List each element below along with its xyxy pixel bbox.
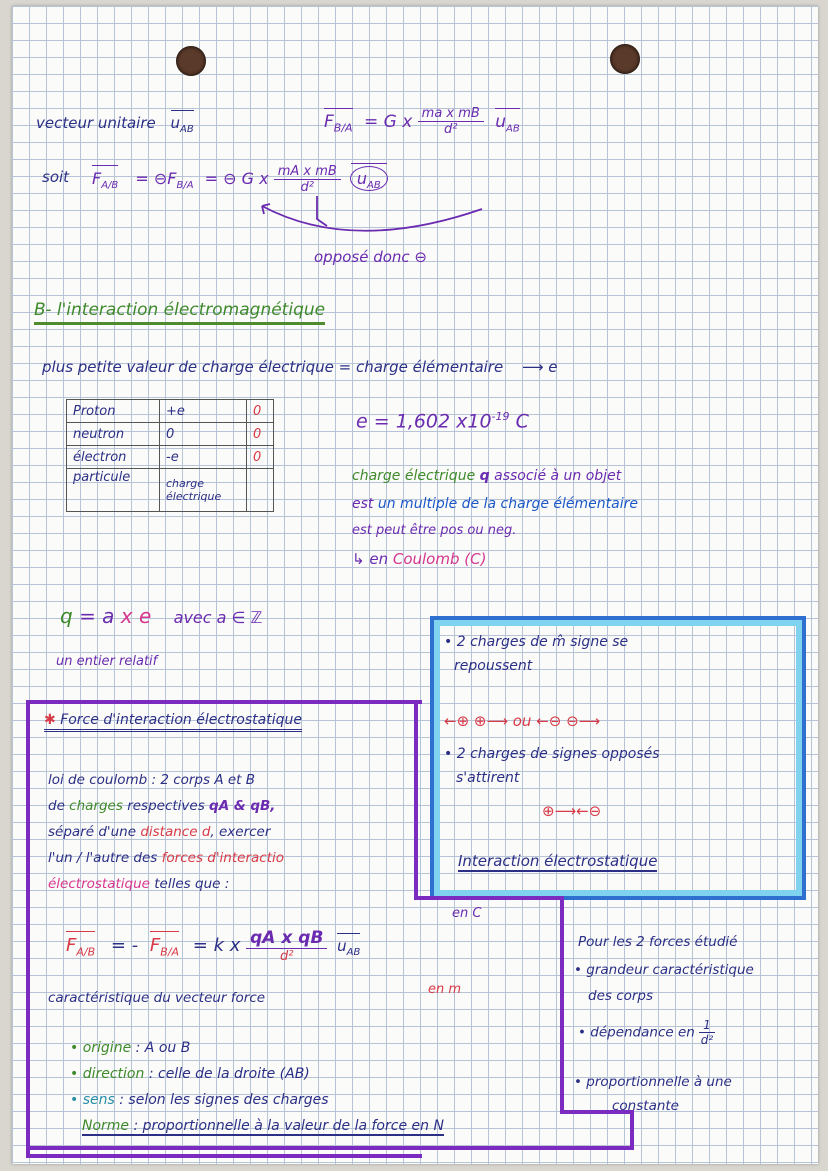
punch-hole-right	[610, 44, 640, 74]
soit-formula: $F_{A/B}$ = $⊖F_{B/A}$ = ⊖ G x $\frac{\text{mA x mB}}{\text{d²}}$ $u_{AB}$	[92, 164, 388, 195]
charge-elementaire-line: plus petite valeur de charge électrique = charge élémentaire ⟶ e	[42, 358, 558, 376]
mass-fraction-2: $\frac{\text{mA x mB}}{\text{d²}}$	[274, 164, 341, 195]
u-ab-coulomb: $u_{AB}$	[337, 937, 361, 958]
section-b-title: B- l'interaction électromagnétique	[34, 300, 325, 325]
unit-en-c: en C	[452, 906, 482, 921]
coulomb-line-1: loi de coulomb : 2 corps A et B	[48, 772, 256, 788]
coulomb-line-2: de charges respectives qA & qB,	[48, 798, 276, 814]
norme-line: Norme : proportionnelle à la valeur de la force en N	[82, 1118, 444, 1134]
right-note-5: • proportionnelle à une	[574, 1074, 732, 1090]
blue-line-4: • 2 charges de signes opposés	[444, 746, 660, 762]
box-edge	[630, 1110, 634, 1150]
box-edge	[414, 700, 418, 896]
table-row: particule charge électrique	[67, 469, 274, 512]
coulomb-formula: $F_{A/B}$ = - $F_{B/A} = k$ x $\frac{\text{qA x qB}}{\text{d²}}$ $u_{AB}$	[66, 928, 361, 964]
f-ab-vector: $F_{A/B}$	[92, 169, 119, 192]
sens-line: • sens : selon les signes des charges	[70, 1092, 329, 1108]
f-ba-vector: $F_{B/A}$	[324, 111, 353, 134]
q-line-3: est peut être pos ou neg.	[352, 523, 517, 538]
blue-line-6: ⊕⟶←⊖	[542, 802, 602, 820]
equals-g: = G x	[363, 111, 413, 132]
blue-line-5: s'attirent	[456, 770, 520, 786]
unit-en-m: en m	[428, 982, 462, 997]
q-line-2: est un multiple de la charge élémentaire	[352, 496, 638, 512]
blue-line-2: repoussent	[454, 658, 533, 674]
u-ab-vector-2: $u_{AB}$	[495, 111, 520, 134]
origine-line: • origine : A ou B	[70, 1040, 191, 1056]
f-ba-vector-coulomb: $F_{B/A}$	[149, 935, 180, 959]
coulomb-line-5: électrostatique telles que :	[48, 876, 230, 892]
gravitation-formula	[324, 106, 520, 137]
blue-line-1: • 2 charges de m̂ signe se	[444, 634, 629, 650]
q-formula: q = a x e avec a ∈ ℤ	[60, 604, 263, 628]
u-ab-vector: $u_{AB}$	[170, 114, 194, 135]
inverse-d2-fraction: $\frac{1}{\text{d²}}$	[700, 1018, 714, 1047]
force-title: ✱ Force d'interaction électrostatique	[44, 712, 302, 732]
mass-fraction: $\frac{\text{ma x mB}}{\text{d²}}$	[418, 106, 484, 137]
box-edge	[560, 896, 564, 1114]
q-line-4: ↳ en Coulomb (C)	[352, 550, 487, 568]
right-note-1: Pour les 2 forces étudié	[578, 934, 738, 950]
coulomb-line-3: séparé d'une distance d, exercer	[48, 824, 271, 840]
notebook-page	[12, 6, 818, 1164]
entier-relatif: un entier relatif	[56, 654, 158, 669]
blue-footer: Interaction électrostatique	[458, 852, 658, 870]
table-row: électron -e 0	[67, 446, 274, 469]
right-note-2: • grandeur caractéristique	[574, 962, 754, 978]
right-note-3: des corps	[588, 988, 654, 1004]
table-row: neutron 0 0	[67, 423, 274, 446]
q-line-1: charge électrique q associé à un objet	[352, 468, 622, 484]
right-note-4: • dépendance en $\frac{1}{\text{d²}}$	[578, 1018, 714, 1047]
punch-hole-left	[176, 46, 206, 76]
box-edge	[414, 896, 564, 900]
caracteristique-line: caractéristique du vecteur force	[48, 990, 266, 1006]
opposite-arrows	[232, 194, 512, 254]
blue-line-3: ←⊕ ⊕⟶ ou ←⊖ ⊖⟶	[444, 712, 601, 730]
charge-fraction: $\frac{\text{qA x qB}}{\text{d²}}$	[246, 928, 327, 964]
oppose-donc: opposé donc ⊖	[314, 248, 427, 266]
f-ab-vector-coulomb: $F_{A/B}$	[66, 935, 96, 959]
box-edge	[26, 1146, 634, 1150]
soit-label: soit	[42, 168, 70, 186]
u-ab-circled: $u_{AB}$	[350, 166, 388, 191]
right-note-6: constante	[612, 1098, 679, 1114]
vecteur-unitaire-label: vecteur unitaire $u_{AB}$	[36, 114, 194, 135]
table-row: Proton +e 0	[67, 400, 274, 423]
direction-line: • direction : celle de la droite (AB)	[70, 1066, 310, 1082]
coulomb-line-4: l'un / l'autre des forces d'interactio	[48, 850, 285, 866]
e-value: e = 1,602 $x10^{-19}$ C	[356, 410, 529, 433]
particle-table	[66, 399, 274, 512]
